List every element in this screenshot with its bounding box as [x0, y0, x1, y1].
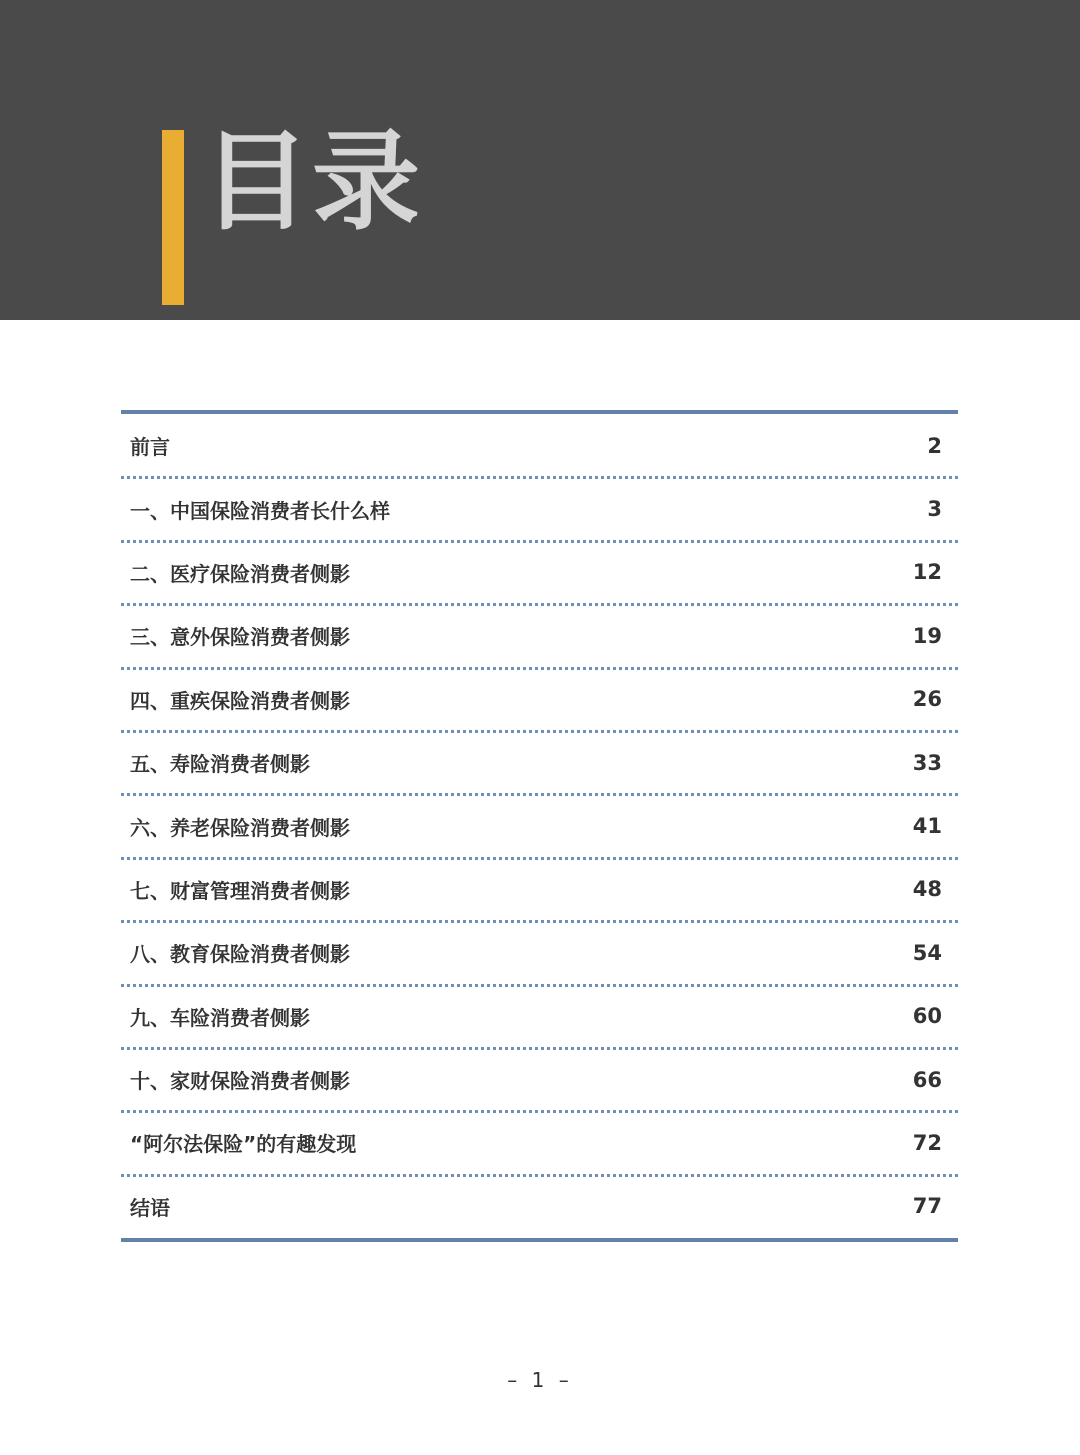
toc-entry-label: 二、医疗保险消费者侧影: [130, 561, 350, 586]
toc-entry[interactable]: [121, 414, 958, 477]
toc-entry-label: 四、重疾保险消费者侧影: [130, 688, 350, 713]
header-band: [0, 0, 1080, 320]
toc-entry-label: 五、寿险消费者侧影: [130, 752, 310, 777]
toc-entry-page: 3: [927, 497, 942, 522]
toc-entry-page: 72: [912, 1130, 942, 1155]
toc-entry[interactable]: [121, 1175, 958, 1238]
toc-bottom-rule: [121, 1238, 958, 1242]
toc-entry[interactable]: [121, 1111, 958, 1174]
toc-entry-page: 2: [927, 433, 942, 458]
page-number: – 1 –: [507, 1368, 573, 1392]
toc-entry[interactable]: [121, 541, 958, 604]
toc-entry-label: 六、养老保险消费者侧影: [130, 815, 350, 840]
toc-entry-label: 九、车险消费者侧影: [130, 1005, 310, 1030]
toc-entry-page: 33: [912, 750, 942, 775]
table-of-contents: [121, 410, 958, 1242]
toc-entry[interactable]: [121, 858, 958, 921]
toc-entry[interactable]: [121, 604, 958, 667]
toc-entry[interactable]: [121, 921, 958, 984]
toc-entry[interactable]: [121, 731, 958, 794]
toc-entry-label: 八、教育保险消费者侧影: [130, 942, 350, 967]
toc-entry-page: 26: [912, 687, 942, 712]
title-accent-bar: [162, 130, 184, 305]
toc-entry-label: 七、财富管理消费者侧影: [130, 878, 350, 903]
toc-entry-label: 一、中国保险消费者长什么样: [130, 498, 390, 523]
toc-entry-page: 66: [912, 1067, 942, 1092]
toc-entry[interactable]: [121, 1048, 958, 1111]
toc-entry-page: 60: [912, 1004, 942, 1029]
toc-entry-page: 19: [912, 623, 942, 648]
toc-entry-page: 54: [912, 940, 942, 965]
toc-entry-label: “阿尔法保险”的有趣发现: [130, 1132, 357, 1157]
toc-entry-page: 12: [912, 560, 942, 585]
toc-entry-page: 77: [912, 1194, 942, 1219]
toc-entry-label: 前言: [130, 435, 170, 460]
toc-entry-page: 48: [912, 877, 942, 902]
toc-entry[interactable]: [121, 794, 958, 857]
toc-entry[interactable]: [121, 477, 958, 540]
toc-entry-label: 十、家财保险消费者侧影: [130, 1069, 350, 1094]
toc-entry[interactable]: [121, 985, 958, 1048]
toc-entry[interactable]: [121, 668, 958, 731]
page-title: 目录: [202, 120, 423, 245]
toc-entry-label: 结语: [130, 1195, 170, 1220]
toc-entry-page: 41: [912, 814, 942, 839]
toc-rows: [121, 414, 958, 1238]
toc-entry-label: 三、意外保险消费者侧影: [130, 625, 350, 650]
